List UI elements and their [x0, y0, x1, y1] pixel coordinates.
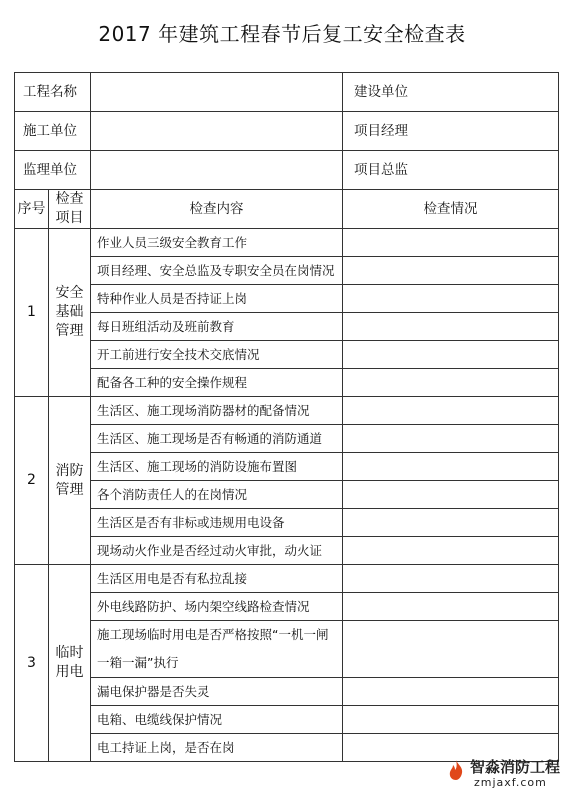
- check-result[interactable]: [343, 706, 559, 734]
- check-result[interactable]: [343, 481, 559, 509]
- section-seq: 1: [15, 229, 49, 397]
- info-label: 监理单位: [15, 151, 91, 190]
- check-content: 电工持证上岗，是否在岗: [91, 734, 343, 762]
- check-result[interactable]: [343, 257, 559, 285]
- check-content: 配备各工种的安全操作规程: [91, 369, 343, 397]
- info-row: [15, 112, 559, 151]
- header-content: 检查内容: [91, 190, 343, 229]
- info-value[interactable]: [91, 73, 343, 112]
- info-value[interactable]: [91, 151, 343, 190]
- table-row: [15, 453, 559, 481]
- flame-logo-icon: [444, 758, 468, 782]
- check-result[interactable]: [343, 593, 559, 621]
- info-label: [343, 73, 559, 112]
- check-result[interactable]: [343, 678, 559, 706]
- table-row: [15, 481, 559, 509]
- header-item: 检查项目: [49, 190, 91, 229]
- column-header-row: [15, 190, 559, 229]
- check-result[interactable]: [343, 285, 559, 313]
- check-result[interactable]: [343, 453, 559, 481]
- check-result[interactable]: [343, 341, 559, 369]
- check-content: 现场动火作业是否经过动火审批，动火证: [91, 537, 343, 565]
- check-content: 生活区、施工现场的消防设施布置图: [91, 453, 343, 481]
- inspection-table: [14, 72, 559, 762]
- table-row: [15, 257, 559, 285]
- section-item: 临时用电: [49, 565, 91, 762]
- table-row: [15, 229, 559, 257]
- table-row: [15, 341, 559, 369]
- table-row: [15, 425, 559, 453]
- header-result: 检查情况: [343, 190, 559, 229]
- table-row: [15, 621, 559, 678]
- watermark-url: zmjaxf.com: [474, 776, 547, 789]
- info-label: [343, 112, 559, 151]
- table-row: [15, 537, 559, 565]
- info-label-text: 建设单位: [354, 83, 409, 100]
- info-label: [343, 151, 559, 190]
- check-content: 特种作业人员是否持证上岗: [91, 285, 343, 313]
- info-label: 施工单位: [15, 112, 91, 151]
- check-result[interactable]: [343, 537, 559, 565]
- check-result[interactable]: [343, 369, 559, 397]
- check-result[interactable]: [343, 509, 559, 537]
- header-seq: 序号: [15, 190, 49, 229]
- check-result[interactable]: [343, 621, 559, 678]
- info-row: [15, 73, 559, 112]
- check-content: 电箱、电缆线保护情况: [91, 706, 343, 734]
- section-item: 安全基础管理: [49, 229, 91, 397]
- check-content: 每日班组活动及班前教育: [91, 313, 343, 341]
- table-row: [15, 285, 559, 313]
- watermark-name: 智淼消防工程: [470, 758, 561, 776]
- table-row: [15, 369, 559, 397]
- info-label-text: 项目总监: [354, 161, 409, 178]
- info-label: 工程名称: [15, 73, 91, 112]
- info-label-text: 项目经理: [354, 122, 409, 139]
- check-content: 外电线路防护、场内架空线路检查情况: [91, 593, 343, 621]
- info-value[interactable]: [91, 112, 343, 151]
- table-row: [15, 509, 559, 537]
- check-result[interactable]: [343, 313, 559, 341]
- table-row: [15, 678, 559, 706]
- page-title: 2017 年建筑工程春节后复工安全检查表: [98, 22, 466, 46]
- check-result[interactable]: [343, 425, 559, 453]
- check-content: 生活区用电是否有私拉乱接: [91, 565, 343, 593]
- table-row: [15, 313, 559, 341]
- check-result[interactable]: [343, 397, 559, 425]
- section-seq: 2: [15, 397, 49, 565]
- check-content: 项目经理、安全总监及专职安全员在岗情况: [91, 257, 343, 285]
- info-row: [15, 151, 559, 190]
- check-content: 开工前进行安全技术交底情况: [91, 341, 343, 369]
- table-row: [15, 565, 559, 593]
- table-row: [15, 397, 559, 425]
- check-content: 生活区、施工现场消防器材的配备情况: [91, 397, 343, 425]
- check-content: 作业人员三级安全教育工作: [91, 229, 343, 257]
- check-content: 施工现场临时用电是否严格按照“一机一闸一箱一漏”执行: [91, 621, 343, 678]
- check-content: 各个消防责任人的在岗情况: [91, 481, 343, 509]
- table-row: [15, 593, 559, 621]
- check-result[interactable]: [343, 229, 559, 257]
- table-row: [15, 706, 559, 734]
- watermark: [444, 754, 561, 794]
- check-content: 漏电保护器是否失灵: [91, 678, 343, 706]
- section-item: 消防管理: [49, 397, 91, 565]
- check-content: 生活区、施工现场是否有畅通的消防通道: [91, 425, 343, 453]
- check-content: 生活区是否有非标或违规用电设备: [91, 509, 343, 537]
- check-result[interactable]: [343, 565, 559, 593]
- section-seq: 3: [15, 565, 49, 762]
